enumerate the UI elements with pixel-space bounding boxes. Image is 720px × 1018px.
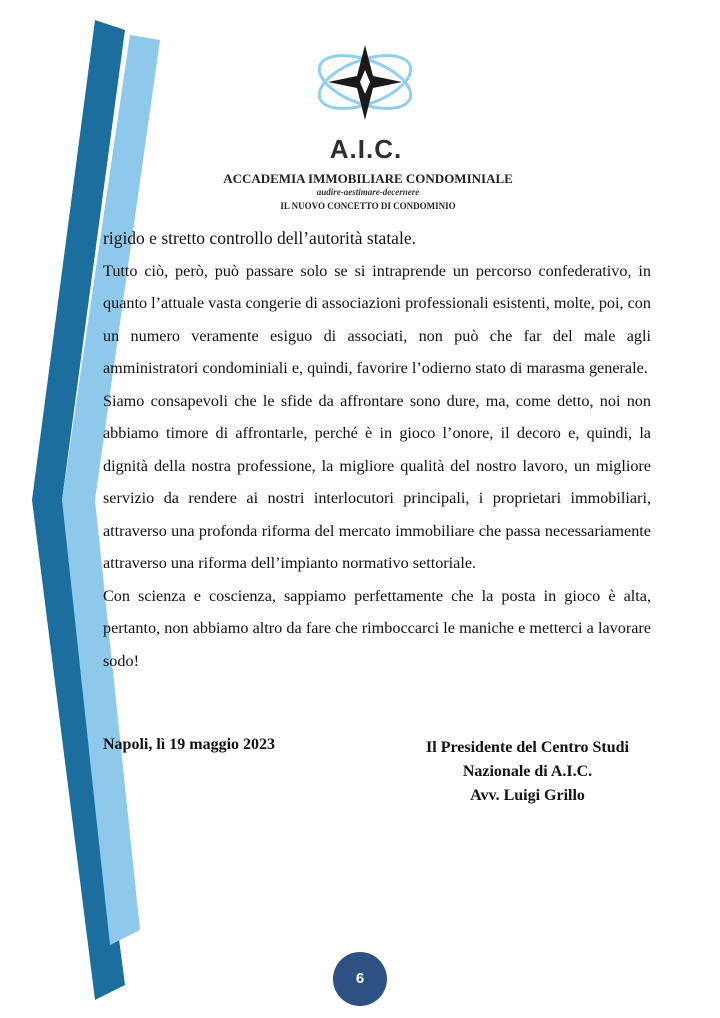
paragraph-1: Tutto ciò, però, può passare solo se si intraprende un percorso confederativo, in quanto l’attuale vasta congerie di associazioni professionali esistenti, molte, poi, con un numero veramente esiguo di associati, non può che far del male agli amministratori condominiali e, quindi, favorire l’odierno stato di marasma generale. — [103, 261, 651, 377]
signature-line-3: Avv. Luigi Grillo — [470, 787, 585, 804]
paragraph-3: Con scienza e coscienza, sappiamo perfettamente che la posta in gioco è alta, pertanto, non abbiamo altro da fare che rimboccarci le maniche e metterci a lavorare sodo! — [103, 586, 651, 670]
brand-tagline: IL NUOVO CONCETTO DI CONDOMINIO — [280, 201, 456, 211]
brand-motto: audire-aestimare-decernere — [316, 187, 420, 197]
page-number-badge: 6 — [333, 952, 387, 1006]
brand-name: ACCADEMIA IMMOBILIARE CONDOMINIALE — [223, 171, 513, 186]
paragraph-2: Siamo consapevoli che le sfide da affrontare sono dure, ma, come detto, noi non abbiamo timore di affrontarle, perché è in gioco l’onore, il decoro e, quindi, la dignità della nostra professione, la migliore qualità del nostro lavoro, un migliore servizio da rendere ai nostri interlocutori principali, i proprietari immobiliari, attraverso una profonda riforma del mercato immobiliare che passa necessariamente attraverso una riforma dell’impianto normativo settoriale. — [103, 391, 651, 572]
signature-line-2: Nazionale di A.I.C. — [462, 763, 593, 780]
letter-body — [103, 222, 651, 677]
brand-title: A.I.C. — [329, 134, 403, 164]
signature-line-1: Il Presidente del Centro Studi — [426, 739, 629, 756]
place-date: Napoli, lì 19 maggio 2023 — [103, 736, 276, 753]
star-orbit-icon — [310, 40, 420, 135]
signature-block — [395, 736, 660, 808]
first-line: rigido e stretto controllo dell’autorità statale. — [103, 228, 416, 248]
